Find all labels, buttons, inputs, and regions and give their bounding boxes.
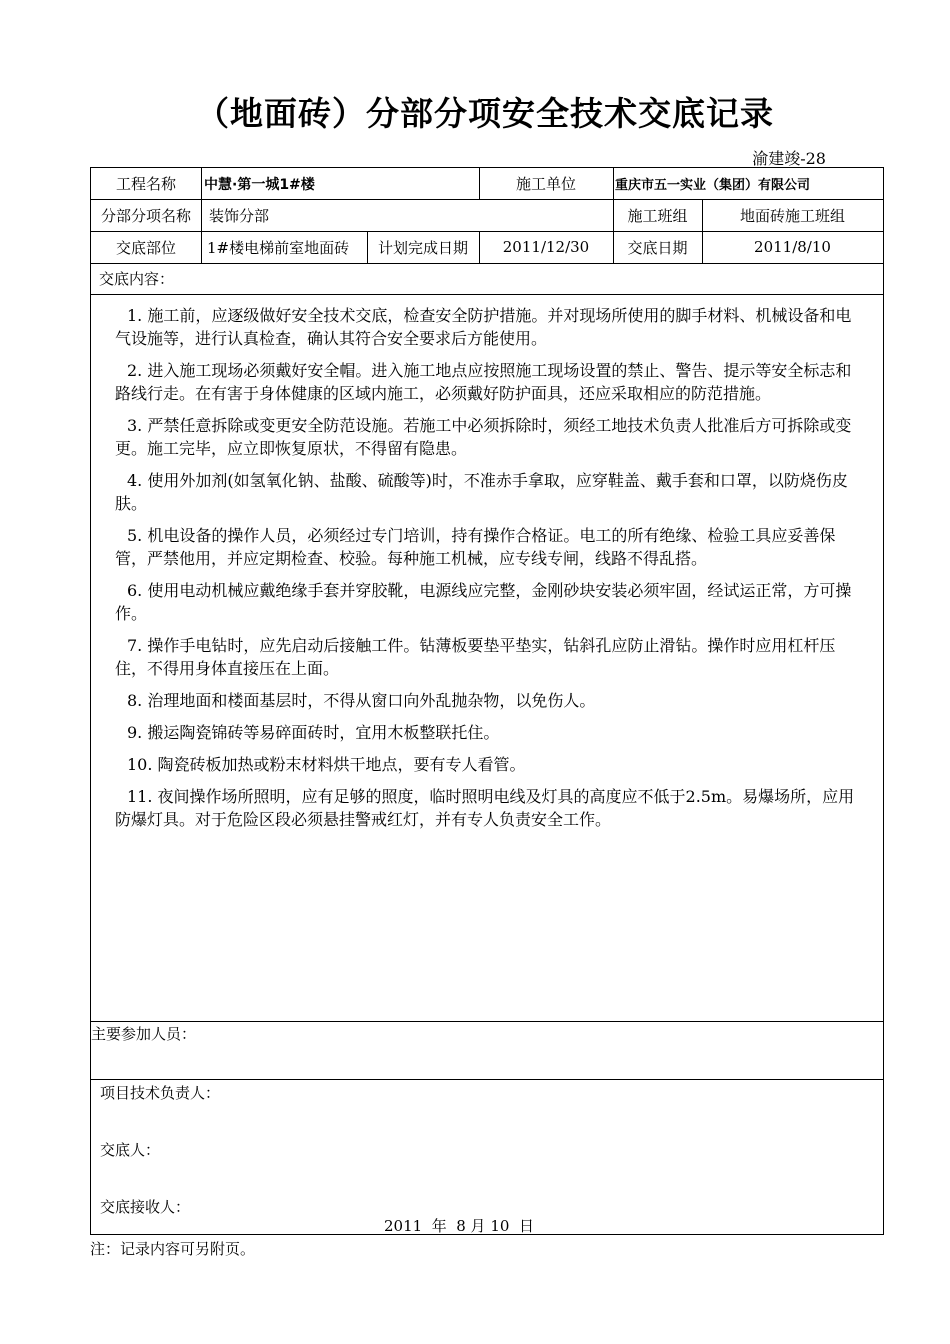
- list-item: 2. 进入施工现场必须戴好安全帽。进入施工地点应按照施工现场设置的禁止、警告、提示等安全标志和路线行走。在有害于身体健康的区域内施工，必须戴好防护面具，还应采取相应的防范措施。: [115, 361, 852, 403]
- page-title: （地面砖）分部分项安全技术交底记录: [196, 94, 774, 133]
- list-item: 4. 使用外加剂(如氢氧化钠、盐酸、硫酸等)时，不准赤手拿取，应穿鞋盖、戴手套和口罩，以防烧伤皮肤。: [115, 471, 848, 513]
- disclosure-items: [115, 304, 863, 840]
- list-item: 6. 使用电动机械应戴绝缘手套并穿胶靴，电源线应完整，金刚砂块安装必须牢固，经试运正常，方可操作。: [115, 581, 852, 623]
- list-item: 11. 夜间操作场所照明，应有足够的照度，临时照明电线及灯具的高度应不低于2.5m。易爆场所，应用防爆灯具。对于危险区段必须悬挂警戒红灯，并有专人负责安全工作。: [115, 787, 855, 829]
- disclosure-form: [90, 167, 884, 1235]
- participants-label: 主要参加人员：: [91, 1025, 197, 1043]
- list-item: 5. 机电设备的操作人员，必须经过专门培训，持有操作合格证。电工的所有绝缘、检验工具应妥善保管，严禁他用，并应定期检查、校验。每种施工机械，应专线专闸，线路不得乱搭。: [115, 526, 836, 568]
- footnote: 注：记录内容可另附页。: [90, 1240, 256, 1258]
- team-label: 施工班组: [627, 206, 688, 225]
- construction-unit-label: 施工单位: [515, 175, 576, 193]
- list-item: 8. 治理地面和楼面基层时，不得从窗口向外乱抛杂物，以免伤人。: [127, 691, 596, 710]
- list-item: 1. 施工前，应逐级做好安全技术交底，检查安全防护措施。并对现场所使用的脚手材料、机械设备和电气设施等，进行认真检查，确认其符合安全要求后方能使用。: [115, 306, 852, 348]
- project-name-value: 中慧·第一城1#楼: [204, 176, 315, 193]
- list-item: 7. 操作手电钻时，应先启动后接触工件。钻薄板要垫平垫实，钻斜孔应防止滑钻。操作时应用杠杆压住，不得用身体直接压在上面。: [115, 636, 836, 678]
- discloser-signature-label: 交底人：: [100, 1141, 161, 1159]
- location-label: 交底部位: [115, 238, 176, 257]
- project-name-label: 工程名称: [115, 175, 176, 193]
- receiver-signature-label: 交底接收人：: [100, 1198, 191, 1216]
- list-item: 9. 搬运陶瓷锦砖等易碎面砖时，宜用木板整联托住。: [127, 723, 500, 742]
- team-value: 地面砖施工班组: [739, 206, 845, 225]
- list-item: 3. 严禁任意拆除或变更安全防范设施。若施工中必须拆除时，须经工地技术负责人批准后方可拆除或变更。施工完毕，应立即恢复原状，不得留有隐患。: [115, 416, 852, 458]
- list-item: 10. 陶瓷砖板加热或粉末材料烘干地点，要有专人看管。: [127, 755, 526, 774]
- division-label: 分部分项名称: [100, 206, 191, 225]
- plan-date-value: 2011/12/30: [502, 238, 590, 256]
- construction-unit-value: 重庆市五一实业（集团）有限公司: [615, 178, 811, 193]
- tech-lead-signature-label: 项目技术负责人：: [100, 1084, 221, 1102]
- content-label: 交底内容：: [99, 270, 175, 288]
- disclosure-date-label: 交底日期: [627, 238, 688, 257]
- document-number: 渝建竣-28: [752, 149, 826, 168]
- disclosure-date-value: 2011/8/10: [754, 238, 831, 256]
- plan-date-label: 计划完成日期: [377, 238, 468, 257]
- signature-date: 2011 年 8 月 10 日: [384, 1217, 534, 1235]
- division-value: 装饰分部: [209, 206, 270, 225]
- location-value: 1#楼电梯前室地面砖: [207, 238, 350, 257]
